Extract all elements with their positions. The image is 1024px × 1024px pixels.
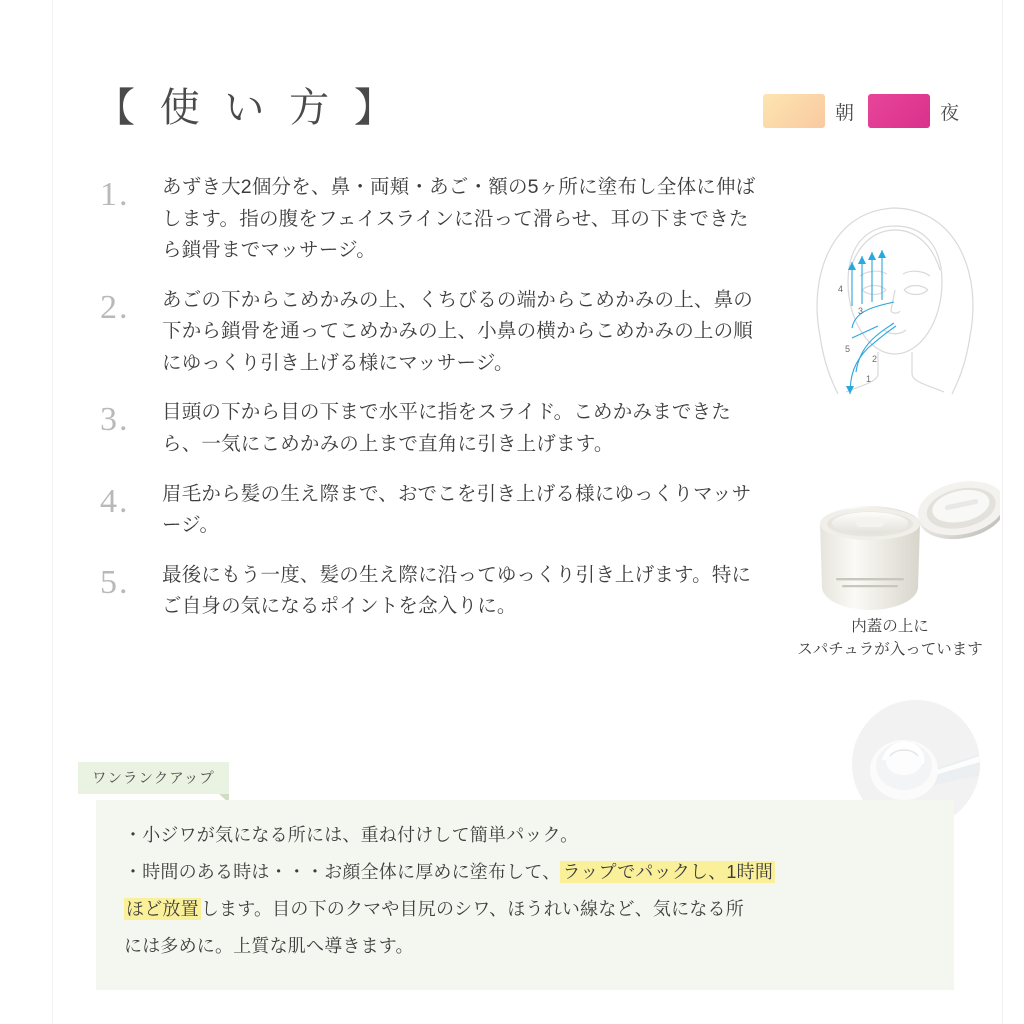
- step-text: あずき大2個分を、鼻・両頬・あご・額の5ヶ所に塗布し全体に伸ばします。指の腹をフェイスラインに沿って滑らせ、耳の下まできたら鎖骨までマッサージ。: [162, 176, 756, 262]
- cream-jar-icon: [800, 462, 1000, 627]
- tip-line-2: [124, 857, 928, 888]
- step-number: 3.: [100, 401, 130, 439]
- step-text: あごの下からこめかみの上、くちびるの端からこめかみの上、鼻の下から鎖骨を通ってこめかみの上、小鼻の横からこめかみの上の順にゆっくり引き上げる様にマッサージ。: [162, 288, 754, 374]
- tip-text: ・小ジワが気になる所には、重ね付けして簡単パック。: [124, 825, 579, 845]
- face-label-2: 2: [872, 354, 878, 364]
- badge-night: [868, 94, 959, 128]
- tip-line-3: [124, 894, 928, 925]
- list-item: [100, 285, 760, 380]
- step-number: 5.: [100, 563, 130, 601]
- badge-night-label: 夜: [939, 102, 959, 124]
- usage-time-badges: [763, 94, 959, 128]
- jar-caption-line1: 内蓋の上に: [851, 618, 929, 635]
- tip-line-1: [124, 820, 928, 851]
- step-number: 1.: [100, 176, 130, 213]
- face-label-5: 5: [845, 344, 851, 354]
- step-text: 眉毛から髪の生え際まで、おでこを引き上げる様にゆっくりマッサージ。: [162, 482, 752, 537]
- jar-caption: [770, 615, 1010, 662]
- tip-text-highlighted: ほど放置: [126, 898, 199, 919]
- step-number: 2.: [100, 288, 130, 326]
- night-swatch-icon: [868, 94, 930, 128]
- steps-list: [100, 172, 760, 641]
- page-seam-right: [1002, 0, 1003, 1024]
- step-number: 4.: [100, 482, 130, 520]
- badge-morning: [763, 94, 854, 128]
- list-item: [100, 172, 760, 267]
- tips-panel: [96, 800, 954, 990]
- tip-text-highlighted: ラップでパックし、1時間: [562, 861, 774, 882]
- one-rank-up-tag: ワンランクアップ: [78, 762, 229, 794]
- tip-text: ・時間のある時は・・・お顔全体に厚めに塗布して、: [124, 861, 561, 882]
- face-label-1: 1: [866, 374, 872, 384]
- tip-text: します。目の下のクマや目尻のシワ、ほうれい線など、気になる所: [200, 898, 744, 919]
- morning-swatch-icon: [763, 94, 825, 128]
- face-massage-diagram: [790, 186, 1000, 426]
- product-jar-image: [800, 462, 1000, 627]
- page-seam-left: [52, 0, 53, 1024]
- badge-morning-label: 朝: [834, 102, 854, 124]
- face-illustration-icon: [790, 186, 1000, 426]
- list-item: [100, 560, 760, 623]
- tip-text: には多めに。上質な肌へ導きます。: [124, 935, 414, 956]
- page-title: 【 使 い 方 】: [95, 85, 400, 131]
- step-text: 目頭の下から目の下まで水平に指をスライド。こめかみまできたら、一気にこめかみの上まで直角に引き上げます。: [162, 401, 731, 456]
- list-item: [100, 397, 760, 460]
- face-label-3: 3: [858, 306, 864, 316]
- step-text: 最後にもう一度、髪の生え際に沿ってゆっくり引き上げます。特にご自身の気になるポイントを念入りに。: [162, 563, 752, 618]
- jar-caption-line2: スパチュラが入っています: [797, 641, 983, 659]
- tip-line-4: [124, 931, 928, 962]
- page-header: [95, 85, 964, 152]
- face-label-4: 4: [838, 284, 844, 294]
- list-item: [100, 479, 760, 542]
